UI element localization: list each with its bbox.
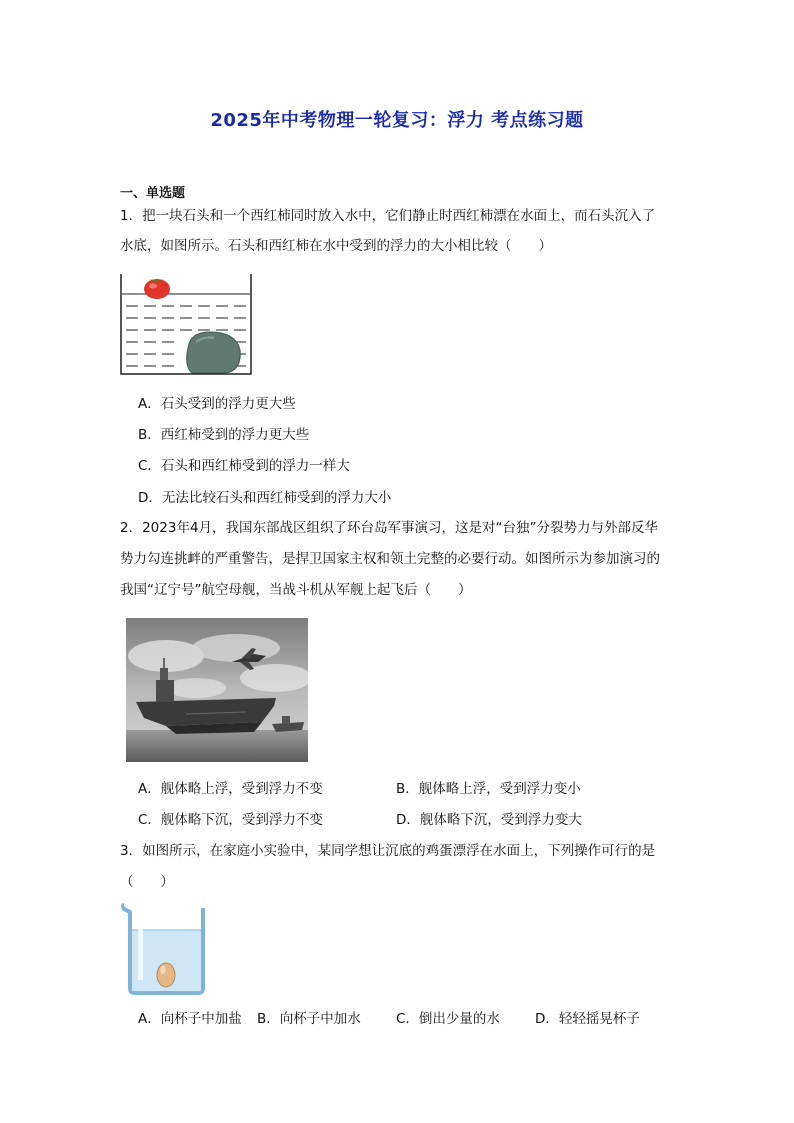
q3-option-b[interactable]: B．向杯子中加水 [257,1011,361,1027]
q3-option-c[interactable]: C．倒出少量的水 [396,1011,500,1027]
q2-line-3: 我国“辽宁号”航空母舰，当战斗机从军舰上起飞后（ ） [120,582,472,598]
q1-option-c[interactable]: C．石头和西红柿受到的浮力一样大 [138,458,350,474]
egg-icon [157,963,175,987]
q2-option-a[interactable]: A．舰体略上浮，受到浮力不变 [138,781,323,797]
q2-option-b[interactable]: B．舰体略上浮，受到浮力变小 [396,781,581,797]
q2-option-c[interactable]: C．舰体略下沉，受到浮力不变 [138,812,323,828]
tomato-icon [144,278,170,299]
q3-line-1: 3．如图所示，在家庭小实验中，某同学想让沉底的鸡蛋漂浮在水面上，下列操作可行的是 [120,843,656,859]
q1-option-a[interactable]: A．石头受到的浮力更大些 [138,396,296,412]
q1-option-b[interactable]: B．西红柿受到的浮力更大些 [138,427,310,443]
q1-line-2: 水底，如图所示。石头和西红柿在水中受到的浮力的大小相比较（ ） [120,238,552,254]
stone-icon [187,332,241,373]
q1-option-d[interactable]: D．无法比较石头和西红柿受到的浮力大小 [138,490,392,506]
q2-line-2: 势力勾连挑衅的严重警告，是捍卫国家主权和领土完整的必要行动。如图所示为参加演习的 [120,551,660,567]
section-title: 一、单选题 [120,186,186,201]
q3-figure-beaker [120,900,208,996]
q2-option-d[interactable]: D．舰体略下沉，受到浮力变大 [396,812,582,828]
q3-option-d[interactable]: D．轻轻摇晃杯子 [535,1011,640,1027]
q3-line-2: （ ） [120,874,174,890]
q2-figure-aircraft-carrier [126,618,308,762]
q3-option-a[interactable]: A．向杯子中加盐 [138,1011,242,1027]
q1-line-1-visible: 1．把一块石头和一个西红柿同时放入水中，它们静止时西红柿漂在水面上，而石头沉入了 [120,208,656,224]
q1-figure [118,270,254,380]
page-title: 2025年中考物理一轮复习：浮力 考点练习题 [210,110,584,131]
q2-line-1: 2．2023年4月，我国东部战区组织了环台岛军事演习，这是对“台独”分裂势力与外部反华 [120,520,659,536]
